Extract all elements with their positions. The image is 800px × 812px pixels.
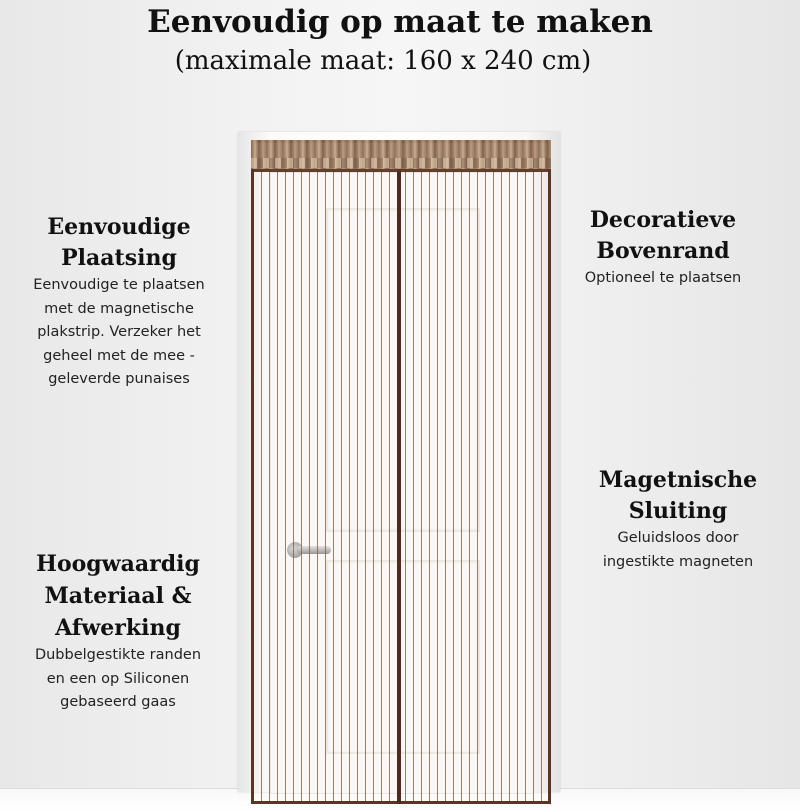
- feature-eenvoudige-plaatsing: [12, 212, 226, 392]
- feature-description: [568, 527, 788, 574]
- page-title: Eenvoudig op maat te maken: [147, 4, 653, 40]
- feature-title: [12, 212, 226, 274]
- feature-description-line: geheel met de mee -: [43, 347, 195, 364]
- feature-title: [548, 205, 778, 267]
- feature-description-line: Geluidsloos door: [617, 530, 739, 546]
- feature-title-line: Sluiting: [628, 498, 728, 524]
- feature-description-line: met de magnetische: [44, 300, 194, 317]
- feature-title-line: Decoratieve: [589, 207, 737, 233]
- feature-title-line: Eenvoudige: [47, 214, 191, 240]
- feature-hoogwaardig-materiaal: [6, 548, 230, 715]
- feature-title-line: Plaatsing: [61, 245, 177, 271]
- feature-title-line: Magetnische: [598, 467, 758, 493]
- feature-decoratieve-bovenrand: [548, 205, 778, 291]
- decorative-top-border: [251, 140, 551, 172]
- feature-description-line: plakstrip. Verzeker het: [37, 324, 201, 340]
- page-subtitle: (maximale maat: 160 x 240 cm): [174, 46, 592, 76]
- feature-title: [568, 465, 788, 527]
- feature-description-line: geleverde punaises: [48, 371, 190, 387]
- feature-description-line: Optioneel te plaatsen: [584, 270, 742, 286]
- feature-title-line: Hoogwaardig: [36, 551, 200, 577]
- feature-title: [6, 548, 230, 644]
- feature-description: [12, 274, 226, 392]
- magnetic-screen-curtain: [251, 140, 551, 804]
- feature-description-line: Dubbelgestikte randen: [34, 647, 202, 663]
- feature-title-line: Bovenrand: [596, 238, 730, 264]
- feature-description-line: Eenvoudige te plaatsen: [33, 277, 205, 293]
- feature-description-line: ingestikte magneten: [602, 553, 754, 570]
- feature-description-line: en een op Siliconen: [46, 670, 190, 687]
- feature-description: [548, 267, 778, 291]
- feature-description: [6, 644, 230, 715]
- feature-title-line: Materiaal &: [44, 583, 192, 609]
- magnetic-closure-seam: [397, 140, 401, 804]
- feature-magnetische-sluiting: [568, 465, 788, 574]
- feature-title-line: Afwerking: [55, 615, 181, 641]
- feature-description-line: gebaseerd gaas: [60, 694, 176, 710]
